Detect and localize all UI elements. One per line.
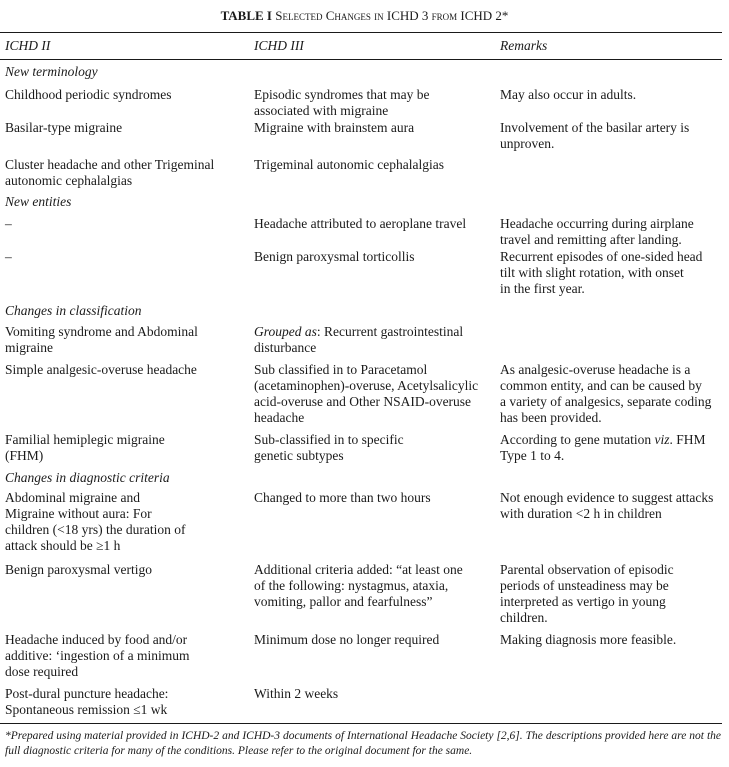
row12-ichd2: Post-dural puncture headache: Spontaneous remission ≤1 wk <box>5 686 169 717</box>
row10-ichd2: Benign paroxysmal vertigo <box>5 562 152 577</box>
row2-ichd3: Migraine with brainstem aura <box>254 120 415 135</box>
row6-ichd3: Grouped as: Recurrent gastrointestinal disturbance <box>254 324 464 355</box>
row5-ichd2: – <box>5 249 12 264</box>
row10-remarks: Parental observation of episodic periods of unsteadiness may be interpreted as vertigo in young children. <box>500 562 674 625</box>
section-new-entities: New entities <box>5 194 72 209</box>
row10-ichd3: Additional criteria added: “at least one of the following: nystagmus, ataxia, vomiting, pallor and fearfulness” <box>254 562 463 609</box>
row2-remarks: Involvement of the basilar artery is unproven. <box>500 120 690 151</box>
top-rule <box>0 32 722 33</box>
table-footnote: *Prepared using material provided in ICHD-2 and ICHD-3 documents of International Headache Society [2,6]. The descriptions provided here are not the full diagnostic criteria for many of the conditions. Please refer to the original document for the same. <box>5 730 721 757</box>
row8-remarks: According to gene mutation viz. FHM Type 1 to 4. <box>500 432 706 463</box>
row11-ichd3: Minimum dose no longer required <box>254 632 440 647</box>
row7-ichd2: Simple analgesic-overuse headache <box>5 362 197 377</box>
row5-ichd3: Benign paroxysmal torticollis <box>254 249 415 264</box>
header-rule <box>0 59 722 60</box>
bottom-rule <box>0 723 722 724</box>
row4-ichd3: Headache attributed to aeroplane travel <box>254 216 467 231</box>
row2-ichd2: Basilar-type migraine <box>5 120 123 135</box>
row7-ichd3: Sub classified in to Paracetamol (acetaminophen)-overuse, Acetylsalicylic acid-overuse and Other NSAID-overuse headache <box>254 362 479 425</box>
table-caption: Selected Changes in ICHD 3 from ICHD 2* <box>275 8 509 23</box>
row9-ichd2: Abdominal migraine and Migraine without aura: For children (<18 yrs) the duration of attack should be ≥1 h <box>5 490 186 553</box>
row5-remarks: Recurrent episodes of one-sided head tilt with slight rotation, with onset in the first year. <box>500 249 703 296</box>
row11-ichd2: Headache induced by food and/or additive: ‘ingestion of a minimum dose required <box>5 632 190 679</box>
row9-remarks: Not enough evidence to suggest attacks with duration <2 h in children <box>500 490 714 521</box>
row12-ichd3: Within 2 weeks <box>254 686 339 701</box>
row1-remarks: May also occur in adults. <box>500 87 637 102</box>
row1-ichd2: Childhood periodic syndromes <box>5 87 172 102</box>
row11-remarks: Making diagnosis more feasible. <box>500 632 677 647</box>
row4-ichd2: – <box>5 216 12 231</box>
table-label: TABLE I <box>220 8 272 23</box>
section-new-terminology: New terminology <box>5 64 98 79</box>
row6-ichd2: Vomiting syndrome and Abdominal migraine <box>5 324 198 355</box>
row8-ichd3: Sub-classified in to specific genetic subtypes <box>254 432 404 463</box>
section-changes-diagnostic: Changes in diagnostic criteria <box>5 470 170 485</box>
row3-ichd3: Trigeminal autonomic cephalalgias <box>254 157 444 172</box>
header-ichd2: ICHD II <box>5 38 51 53</box>
section-changes-classification: Changes in classification <box>5 303 142 318</box>
header-ichd3: ICHD III <box>254 38 304 53</box>
row1-ichd3: Episodic syndromes that may be associated with migraine <box>254 87 430 118</box>
row7-remarks: As analgesic-overuse headache is a common entity, and can be caused by a variety of analgesics, separate coding has been provided. <box>500 362 712 425</box>
row8-ichd2: Familial hemiplegic migraine (FHM) <box>5 432 165 463</box>
header-remarks: Remarks <box>500 38 548 53</box>
row3-ichd2: Cluster headache and other Trigeminal autonomic cephalalgias <box>5 157 215 188</box>
row9-ichd3: Changed to more than two hours <box>254 490 431 505</box>
table-title <box>0 8 729 24</box>
row4-remarks: Headache occurring during airplane travel and remitting after landing. <box>500 216 694 247</box>
